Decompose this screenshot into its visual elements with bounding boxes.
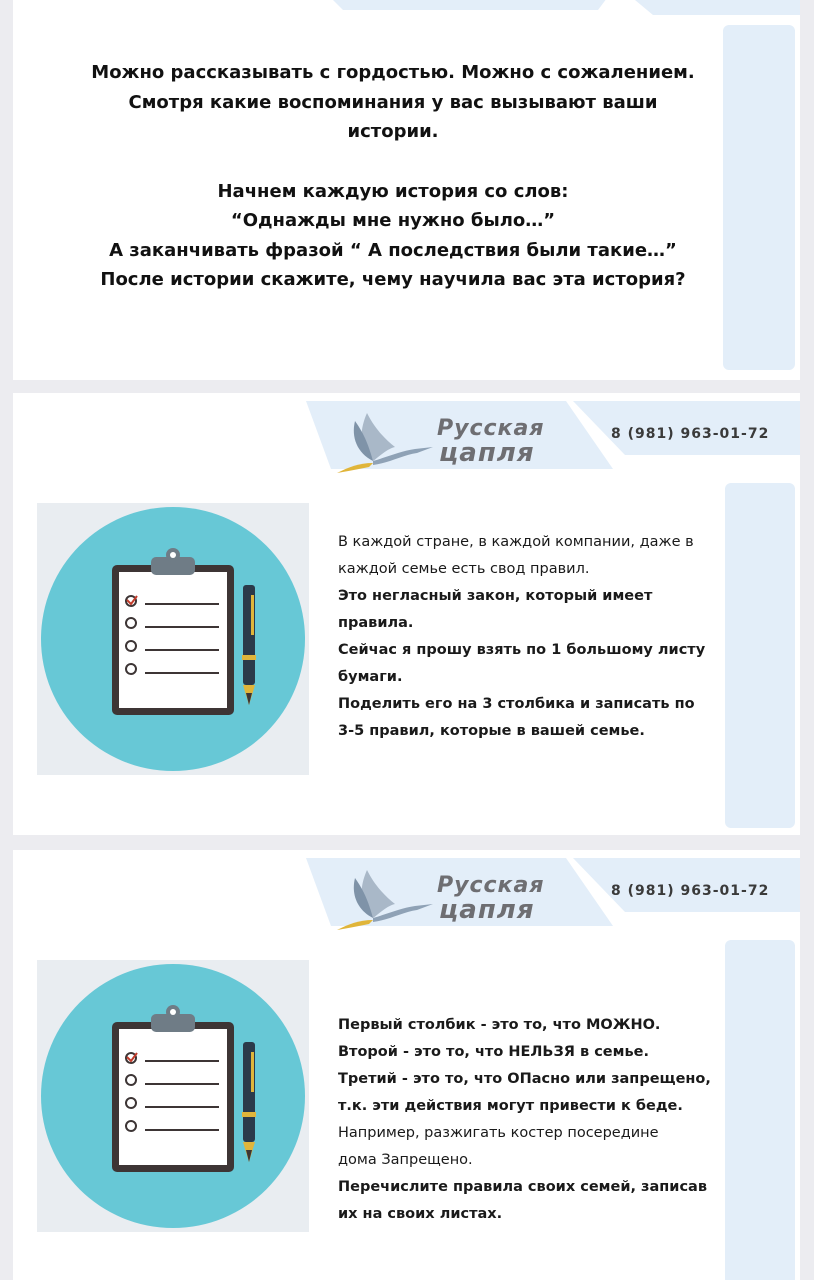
text-line: дома Запрещено. xyxy=(338,1152,473,1168)
text-line: т.к. эти действия могут привести к беде. xyxy=(338,1098,683,1114)
instruction-line: После истории скажите, чему научила вас эта история? xyxy=(100,269,686,290)
text-line: бумаги. xyxy=(338,669,403,685)
text-line: Это негласный закон, который имеет xyxy=(338,588,653,604)
story-instructions xyxy=(53,58,733,295)
brand-name xyxy=(437,873,545,925)
clipboard-icon xyxy=(37,960,309,1232)
pen-icon xyxy=(242,585,256,705)
text-line: Например, разжигать костер посередине xyxy=(338,1125,659,1141)
text-line: Третий - это то, что ОПасно или запрещено, xyxy=(338,1071,711,1087)
text-line: 3-5 правил, которые в вашей семье. xyxy=(338,723,645,739)
heron-logo-icon xyxy=(329,411,439,475)
text-line: Второй - это то, что НЕЛЬЗЯ в семье. xyxy=(338,1044,649,1060)
text-line: Первый столбик - это то, что МОЖНО. xyxy=(338,1017,661,1033)
heron-logo-icon xyxy=(329,868,439,932)
instruction-line: Смотря какие воспоминания у вас вызывают ваши xyxy=(128,91,658,113)
text-line: В каждой стране, в каждой компании, даже в xyxy=(338,534,694,550)
instruction-line: истории. xyxy=(347,121,439,142)
instruction-line: Можно рассказывать с гордостью. Можно с сожалением. xyxy=(91,62,695,83)
text-line: правила. xyxy=(338,615,414,631)
slide-1 xyxy=(13,0,800,380)
brand-line-2: цапля xyxy=(439,438,535,468)
text-line: их на своих листах. xyxy=(338,1206,503,1222)
clipboard-illustration xyxy=(37,960,309,1232)
clipboard-illustration xyxy=(37,503,309,775)
text-line: Поделить его на 3 столбика и записать по xyxy=(338,696,695,712)
instruction-line: Начнем каждую история со слов: xyxy=(217,180,569,202)
instruction-line: А заканчивать фразой “ А последствия были такие…” xyxy=(109,239,677,261)
pen-icon xyxy=(242,1042,256,1162)
rules-intro-text xyxy=(338,529,738,745)
brand-name xyxy=(437,416,545,468)
text-line: каждой семье есть свод правил. xyxy=(338,561,590,577)
instruction-line: “Однажды мне нужно было…” xyxy=(230,210,556,231)
brand-line-1: Русская xyxy=(437,873,545,898)
text-line: Перечислите правила своих семей, записав xyxy=(338,1179,707,1195)
phone-number: 8 (981) 963-01-72 xyxy=(611,426,770,442)
phone-number: 8 (981) 963-01-72 xyxy=(611,883,770,899)
text-line: Сейчас я прошу взять по 1 большому листу xyxy=(338,642,706,658)
slide-2 xyxy=(13,393,800,835)
brand-line-2: цапля xyxy=(439,895,535,925)
rules-columns-text xyxy=(338,1012,738,1228)
slide-3 xyxy=(13,850,800,1280)
clipboard-icon xyxy=(37,503,309,775)
brand-line-1: Русская xyxy=(437,416,545,441)
